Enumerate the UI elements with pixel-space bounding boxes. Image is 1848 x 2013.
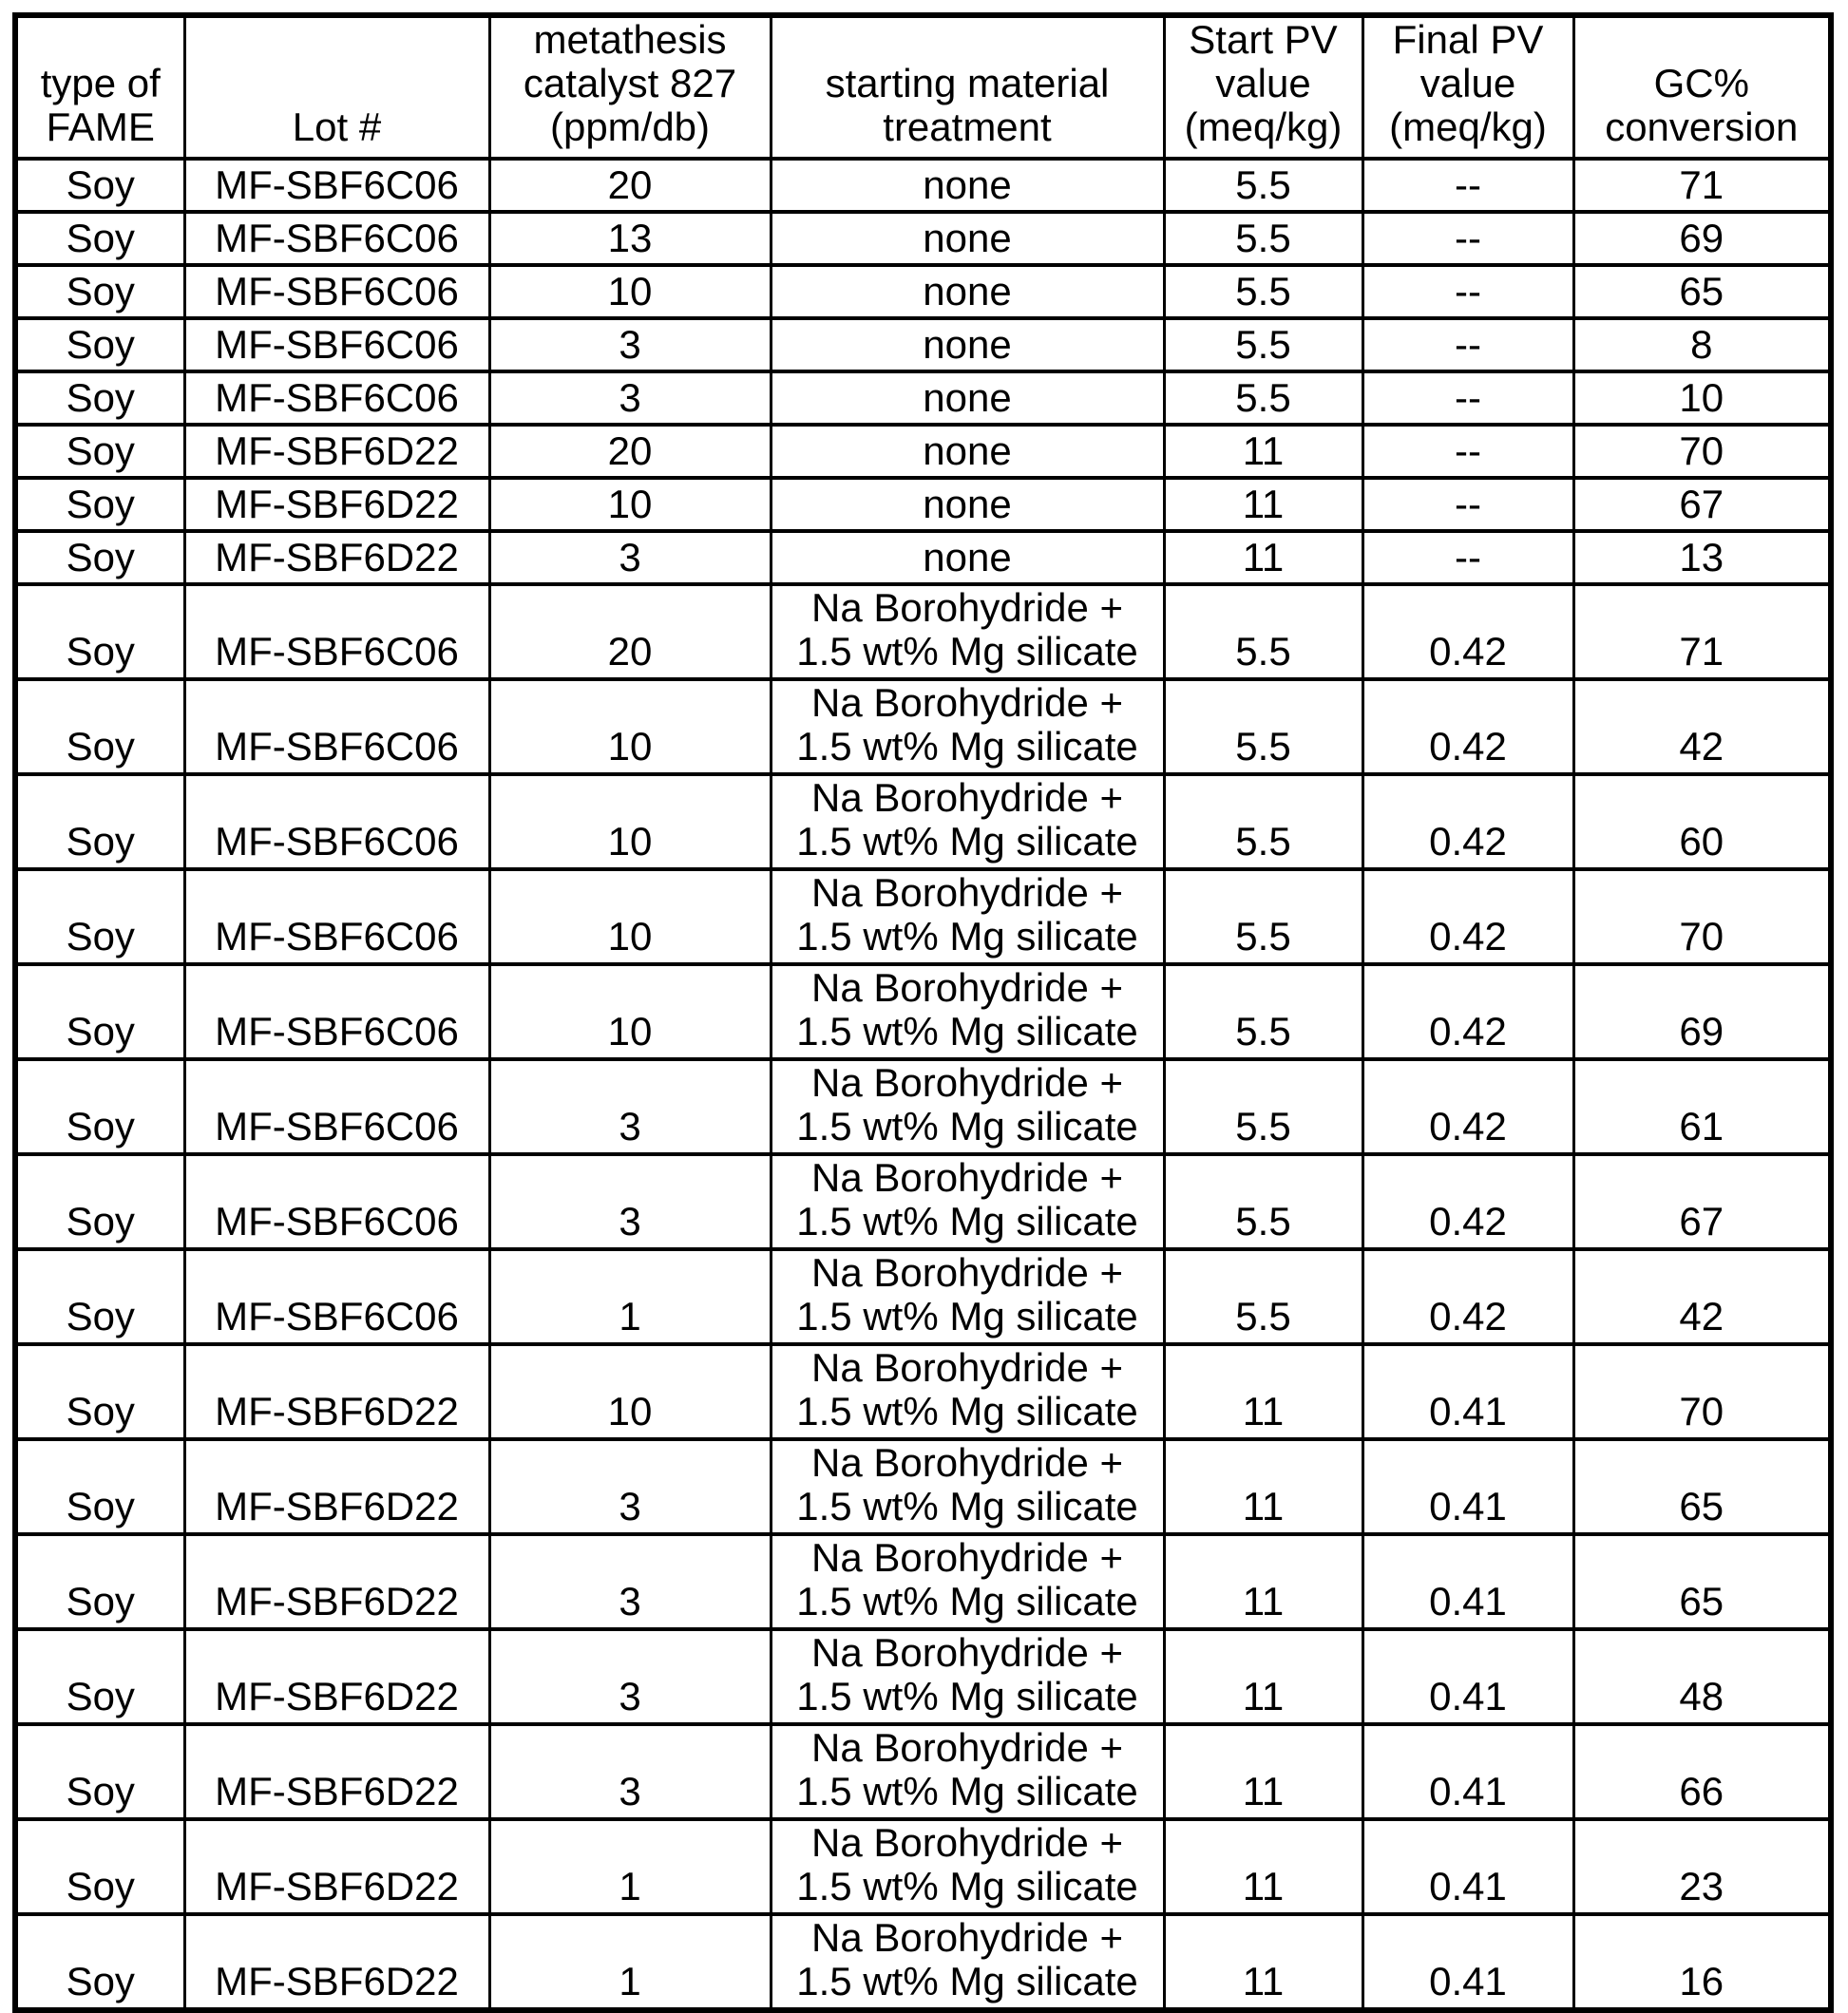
- cell-gc: 42: [1573, 1249, 1831, 1344]
- cell-treatment: Na Borohydride + 1.5 wt% Mg silicate: [771, 1914, 1164, 2010]
- cell-catalyst: 20: [489, 159, 771, 212]
- cell-catalyst: 10: [489, 1344, 771, 1439]
- cell-fame: Soy: [15, 1059, 184, 1154]
- cell-fame: Soy: [15, 1914, 184, 2010]
- cell-lot: MF-SBF6C06: [184, 1059, 489, 1154]
- cell-lot: MF-SBF6C06: [184, 584, 489, 679]
- cell-final_pv: 0.41: [1362, 1344, 1573, 1439]
- cell-fame: Soy: [15, 584, 184, 679]
- cell-treatment: Na Borohydride + 1.5 wt% Mg silicate: [771, 584, 1164, 679]
- column-header-treatment: starting material treatment: [771, 15, 1164, 159]
- table-row: [15, 1914, 1831, 2010]
- cell-final_pv: 0.42: [1362, 679, 1573, 774]
- cell-gc: 16: [1573, 1914, 1831, 2010]
- table-header: [15, 15, 1831, 159]
- table-row: [15, 318, 1831, 371]
- cell-lot: MF-SBF6C06: [184, 964, 489, 1059]
- cell-treatment: Na Borohydride + 1.5 wt% Mg silicate: [771, 1819, 1164, 1914]
- cell-final_pv: 0.41: [1362, 1914, 1573, 2010]
- cell-gc: 60: [1573, 774, 1831, 869]
- cell-lot: MF-SBF6C06: [184, 774, 489, 869]
- cell-treatment: none: [771, 159, 1164, 212]
- cell-gc: 65: [1573, 1439, 1831, 1534]
- table-row: [15, 1059, 1831, 1154]
- cell-gc: 69: [1573, 964, 1831, 1059]
- cell-final_pv: --: [1362, 212, 1573, 265]
- cell-start_pv: 5.5: [1164, 212, 1362, 265]
- cell-fame: Soy: [15, 425, 184, 478]
- cell-final_pv: 0.42: [1362, 584, 1573, 679]
- cell-treatment: Na Borohydride + 1.5 wt% Mg silicate: [771, 964, 1164, 1059]
- cell-fame: Soy: [15, 1439, 184, 1534]
- cell-treatment: Na Borohydride + 1.5 wt% Mg silicate: [771, 1724, 1164, 1819]
- cell-fame: Soy: [15, 1819, 184, 1914]
- cell-catalyst: 3: [489, 1059, 771, 1154]
- table-row: [15, 1249, 1831, 1344]
- column-header-lot: Lot #: [184, 15, 489, 159]
- cell-gc: 71: [1573, 159, 1831, 212]
- cell-final_pv: 0.41: [1362, 1534, 1573, 1629]
- cell-fame: Soy: [15, 265, 184, 318]
- cell-gc: 67: [1573, 1154, 1831, 1249]
- cell-treatment: Na Borohydride + 1.5 wt% Mg silicate: [771, 679, 1164, 774]
- cell-treatment: none: [771, 425, 1164, 478]
- cell-start_pv: 5.5: [1164, 584, 1362, 679]
- cell-start_pv: 11: [1164, 1629, 1362, 1724]
- cell-final_pv: --: [1362, 531, 1573, 584]
- cell-fame: Soy: [15, 1534, 184, 1629]
- cell-start_pv: 5.5: [1164, 869, 1362, 964]
- cell-treatment: none: [771, 531, 1164, 584]
- cell-catalyst: 10: [489, 964, 771, 1059]
- cell-start_pv: 11: [1164, 425, 1362, 478]
- cell-catalyst: 3: [489, 1724, 771, 1819]
- cell-lot: MF-SBF6C06: [184, 318, 489, 371]
- table-row: [15, 1534, 1831, 1629]
- table-row: [15, 964, 1831, 1059]
- cell-start_pv: 11: [1164, 1819, 1362, 1914]
- cell-start_pv: 5.5: [1164, 1154, 1362, 1249]
- cell-final_pv: --: [1362, 425, 1573, 478]
- cell-fame: Soy: [15, 1344, 184, 1439]
- cell-treatment: Na Borohydride + 1.5 wt% Mg silicate: [771, 869, 1164, 964]
- cell-final_pv: 0.41: [1362, 1439, 1573, 1534]
- cell-final_pv: --: [1362, 371, 1573, 425]
- table-row: [15, 425, 1831, 478]
- cell-lot: MF-SBF6D22: [184, 531, 489, 584]
- cell-fame: Soy: [15, 159, 184, 212]
- cell-gc: 23: [1573, 1819, 1831, 1914]
- table-row: [15, 869, 1831, 964]
- cell-catalyst: 20: [489, 425, 771, 478]
- cell-lot: MF-SBF6D22: [184, 1344, 489, 1439]
- cell-catalyst: 1: [489, 1914, 771, 2010]
- cell-lot: MF-SBF6D22: [184, 1914, 489, 2010]
- cell-start_pv: 11: [1164, 1724, 1362, 1819]
- table-row: [15, 1724, 1831, 1819]
- cell-start_pv: 5.5: [1164, 318, 1362, 371]
- cell-lot: MF-SBF6C06: [184, 679, 489, 774]
- cell-fame: Soy: [15, 531, 184, 584]
- table-row: [15, 1344, 1831, 1439]
- cell-fame: Soy: [15, 869, 184, 964]
- cell-start_pv: 11: [1164, 478, 1362, 531]
- cell-start_pv: 11: [1164, 1534, 1362, 1629]
- cell-catalyst: 3: [489, 1629, 771, 1724]
- metathesis-results-table: [12, 12, 1834, 2013]
- cell-treatment: Na Borohydride + 1.5 wt% Mg silicate: [771, 1249, 1164, 1344]
- cell-gc: 65: [1573, 265, 1831, 318]
- cell-final_pv: 0.42: [1362, 1059, 1573, 1154]
- cell-catalyst: 10: [489, 869, 771, 964]
- column-header-start_pv: Start PV value (meq/kg): [1164, 15, 1362, 159]
- column-header-gc: GC% conversion: [1573, 15, 1831, 159]
- cell-fame: Soy: [15, 964, 184, 1059]
- table-row: [15, 774, 1831, 869]
- column-header-final_pv: Final PV value (meq/kg): [1362, 15, 1573, 159]
- cell-fame: Soy: [15, 371, 184, 425]
- cell-lot: MF-SBF6C06: [184, 1249, 489, 1344]
- cell-final_pv: --: [1362, 318, 1573, 371]
- cell-treatment: Na Borohydride + 1.5 wt% Mg silicate: [771, 1344, 1164, 1439]
- cell-catalyst: 10: [489, 774, 771, 869]
- cell-catalyst: 3: [489, 318, 771, 371]
- cell-start_pv: 5.5: [1164, 1059, 1362, 1154]
- cell-lot: MF-SBF6D22: [184, 425, 489, 478]
- cell-treatment: Na Borohydride + 1.5 wt% Mg silicate: [771, 774, 1164, 869]
- cell-catalyst: 10: [489, 265, 771, 318]
- cell-start_pv: 5.5: [1164, 964, 1362, 1059]
- table-row: [15, 212, 1831, 265]
- cell-gc: 66: [1573, 1724, 1831, 1819]
- cell-fame: Soy: [15, 679, 184, 774]
- cell-catalyst: 3: [489, 531, 771, 584]
- cell-final_pv: --: [1362, 478, 1573, 531]
- cell-gc: 69: [1573, 212, 1831, 265]
- table-body: [15, 159, 1831, 2010]
- cell-lot: MF-SBF6C06: [184, 265, 489, 318]
- cell-final_pv: 0.42: [1362, 774, 1573, 869]
- cell-start_pv: 11: [1164, 1344, 1362, 1439]
- cell-final_pv: 0.41: [1362, 1629, 1573, 1724]
- cell-gc: 48: [1573, 1629, 1831, 1724]
- cell-lot: MF-SBF6C06: [184, 212, 489, 265]
- table-row: [15, 159, 1831, 212]
- cell-lot: MF-SBF6D22: [184, 1819, 489, 1914]
- table-row: [15, 584, 1831, 679]
- cell-lot: MF-SBF6D22: [184, 478, 489, 531]
- cell-fame: Soy: [15, 212, 184, 265]
- cell-final_pv: 0.41: [1362, 1724, 1573, 1819]
- cell-treatment: none: [771, 212, 1164, 265]
- cell-final_pv: --: [1362, 159, 1573, 212]
- cell-gc: 8: [1573, 318, 1831, 371]
- column-header-fame: type of FAME: [15, 15, 184, 159]
- table-row: [15, 478, 1831, 531]
- cell-catalyst: 3: [489, 1534, 771, 1629]
- cell-treatment: Na Borohydride + 1.5 wt% Mg silicate: [771, 1059, 1164, 1154]
- cell-start_pv: 5.5: [1164, 159, 1362, 212]
- cell-fame: Soy: [15, 1249, 184, 1344]
- cell-final_pv: 0.42: [1362, 869, 1573, 964]
- cell-start_pv: 5.5: [1164, 371, 1362, 425]
- cell-final_pv: --: [1362, 265, 1573, 318]
- cell-fame: Soy: [15, 1629, 184, 1724]
- header-row: [15, 15, 1831, 159]
- cell-start_pv: 11: [1164, 1439, 1362, 1534]
- cell-gc: 13: [1573, 531, 1831, 584]
- cell-gc: 10: [1573, 371, 1831, 425]
- cell-lot: MF-SBF6D22: [184, 1534, 489, 1629]
- cell-start_pv: 5.5: [1164, 265, 1362, 318]
- cell-catalyst: 20: [489, 584, 771, 679]
- cell-fame: Soy: [15, 1724, 184, 1819]
- cell-start_pv: 11: [1164, 531, 1362, 584]
- cell-catalyst: 3: [489, 371, 771, 425]
- cell-final_pv: 0.42: [1362, 1249, 1573, 1344]
- cell-gc: 42: [1573, 679, 1831, 774]
- cell-lot: MF-SBF6C06: [184, 1154, 489, 1249]
- cell-start_pv: 11: [1164, 1914, 1362, 2010]
- cell-final_pv: 0.42: [1362, 964, 1573, 1059]
- table-row: [15, 265, 1831, 318]
- cell-catalyst: 10: [489, 478, 771, 531]
- cell-gc: 61: [1573, 1059, 1831, 1154]
- cell-gc: 71: [1573, 584, 1831, 679]
- cell-fame: Soy: [15, 318, 184, 371]
- cell-start_pv: 5.5: [1164, 774, 1362, 869]
- cell-treatment: none: [771, 265, 1164, 318]
- cell-gc: 70: [1573, 1344, 1831, 1439]
- cell-fame: Soy: [15, 1154, 184, 1249]
- cell-catalyst: 3: [489, 1439, 771, 1534]
- column-header-catalyst: metathesis catalyst 827 (ppm/db): [489, 15, 771, 159]
- table-row: [15, 371, 1831, 425]
- table-row: [15, 531, 1831, 584]
- cell-lot: MF-SBF6D22: [184, 1629, 489, 1724]
- table-row: [15, 1819, 1831, 1914]
- cell-lot: MF-SBF6D22: [184, 1724, 489, 1819]
- cell-final_pv: 0.41: [1362, 1819, 1573, 1914]
- table-row: [15, 679, 1831, 774]
- cell-start_pv: 5.5: [1164, 679, 1362, 774]
- table-row: [15, 1154, 1831, 1249]
- cell-treatment: Na Borohydride + 1.5 wt% Mg silicate: [771, 1439, 1164, 1534]
- cell-catalyst: 1: [489, 1819, 771, 1914]
- cell-treatment: none: [771, 371, 1164, 425]
- cell-treatment: Na Borohydride + 1.5 wt% Mg silicate: [771, 1534, 1164, 1629]
- cell-treatment: Na Borohydride + 1.5 wt% Mg silicate: [771, 1629, 1164, 1724]
- cell-treatment: none: [771, 318, 1164, 371]
- cell-catalyst: 1: [489, 1249, 771, 1344]
- cell-treatment: Na Borohydride + 1.5 wt% Mg silicate: [771, 1154, 1164, 1249]
- cell-fame: Soy: [15, 478, 184, 531]
- cell-catalyst: 10: [489, 679, 771, 774]
- cell-gc: 70: [1573, 869, 1831, 964]
- cell-start_pv: 5.5: [1164, 1249, 1362, 1344]
- cell-gc: 65: [1573, 1534, 1831, 1629]
- cell-lot: MF-SBF6C06: [184, 159, 489, 212]
- cell-gc: 67: [1573, 478, 1831, 531]
- table-row: [15, 1439, 1831, 1534]
- cell-lot: MF-SBF6D22: [184, 1439, 489, 1534]
- cell-lot: MF-SBF6C06: [184, 869, 489, 964]
- cell-gc: 70: [1573, 425, 1831, 478]
- cell-fame: Soy: [15, 774, 184, 869]
- cell-treatment: none: [771, 478, 1164, 531]
- cell-catalyst: 3: [489, 1154, 771, 1249]
- table-row: [15, 1629, 1831, 1724]
- cell-final_pv: 0.42: [1362, 1154, 1573, 1249]
- cell-catalyst: 13: [489, 212, 771, 265]
- cell-lot: MF-SBF6C06: [184, 371, 489, 425]
